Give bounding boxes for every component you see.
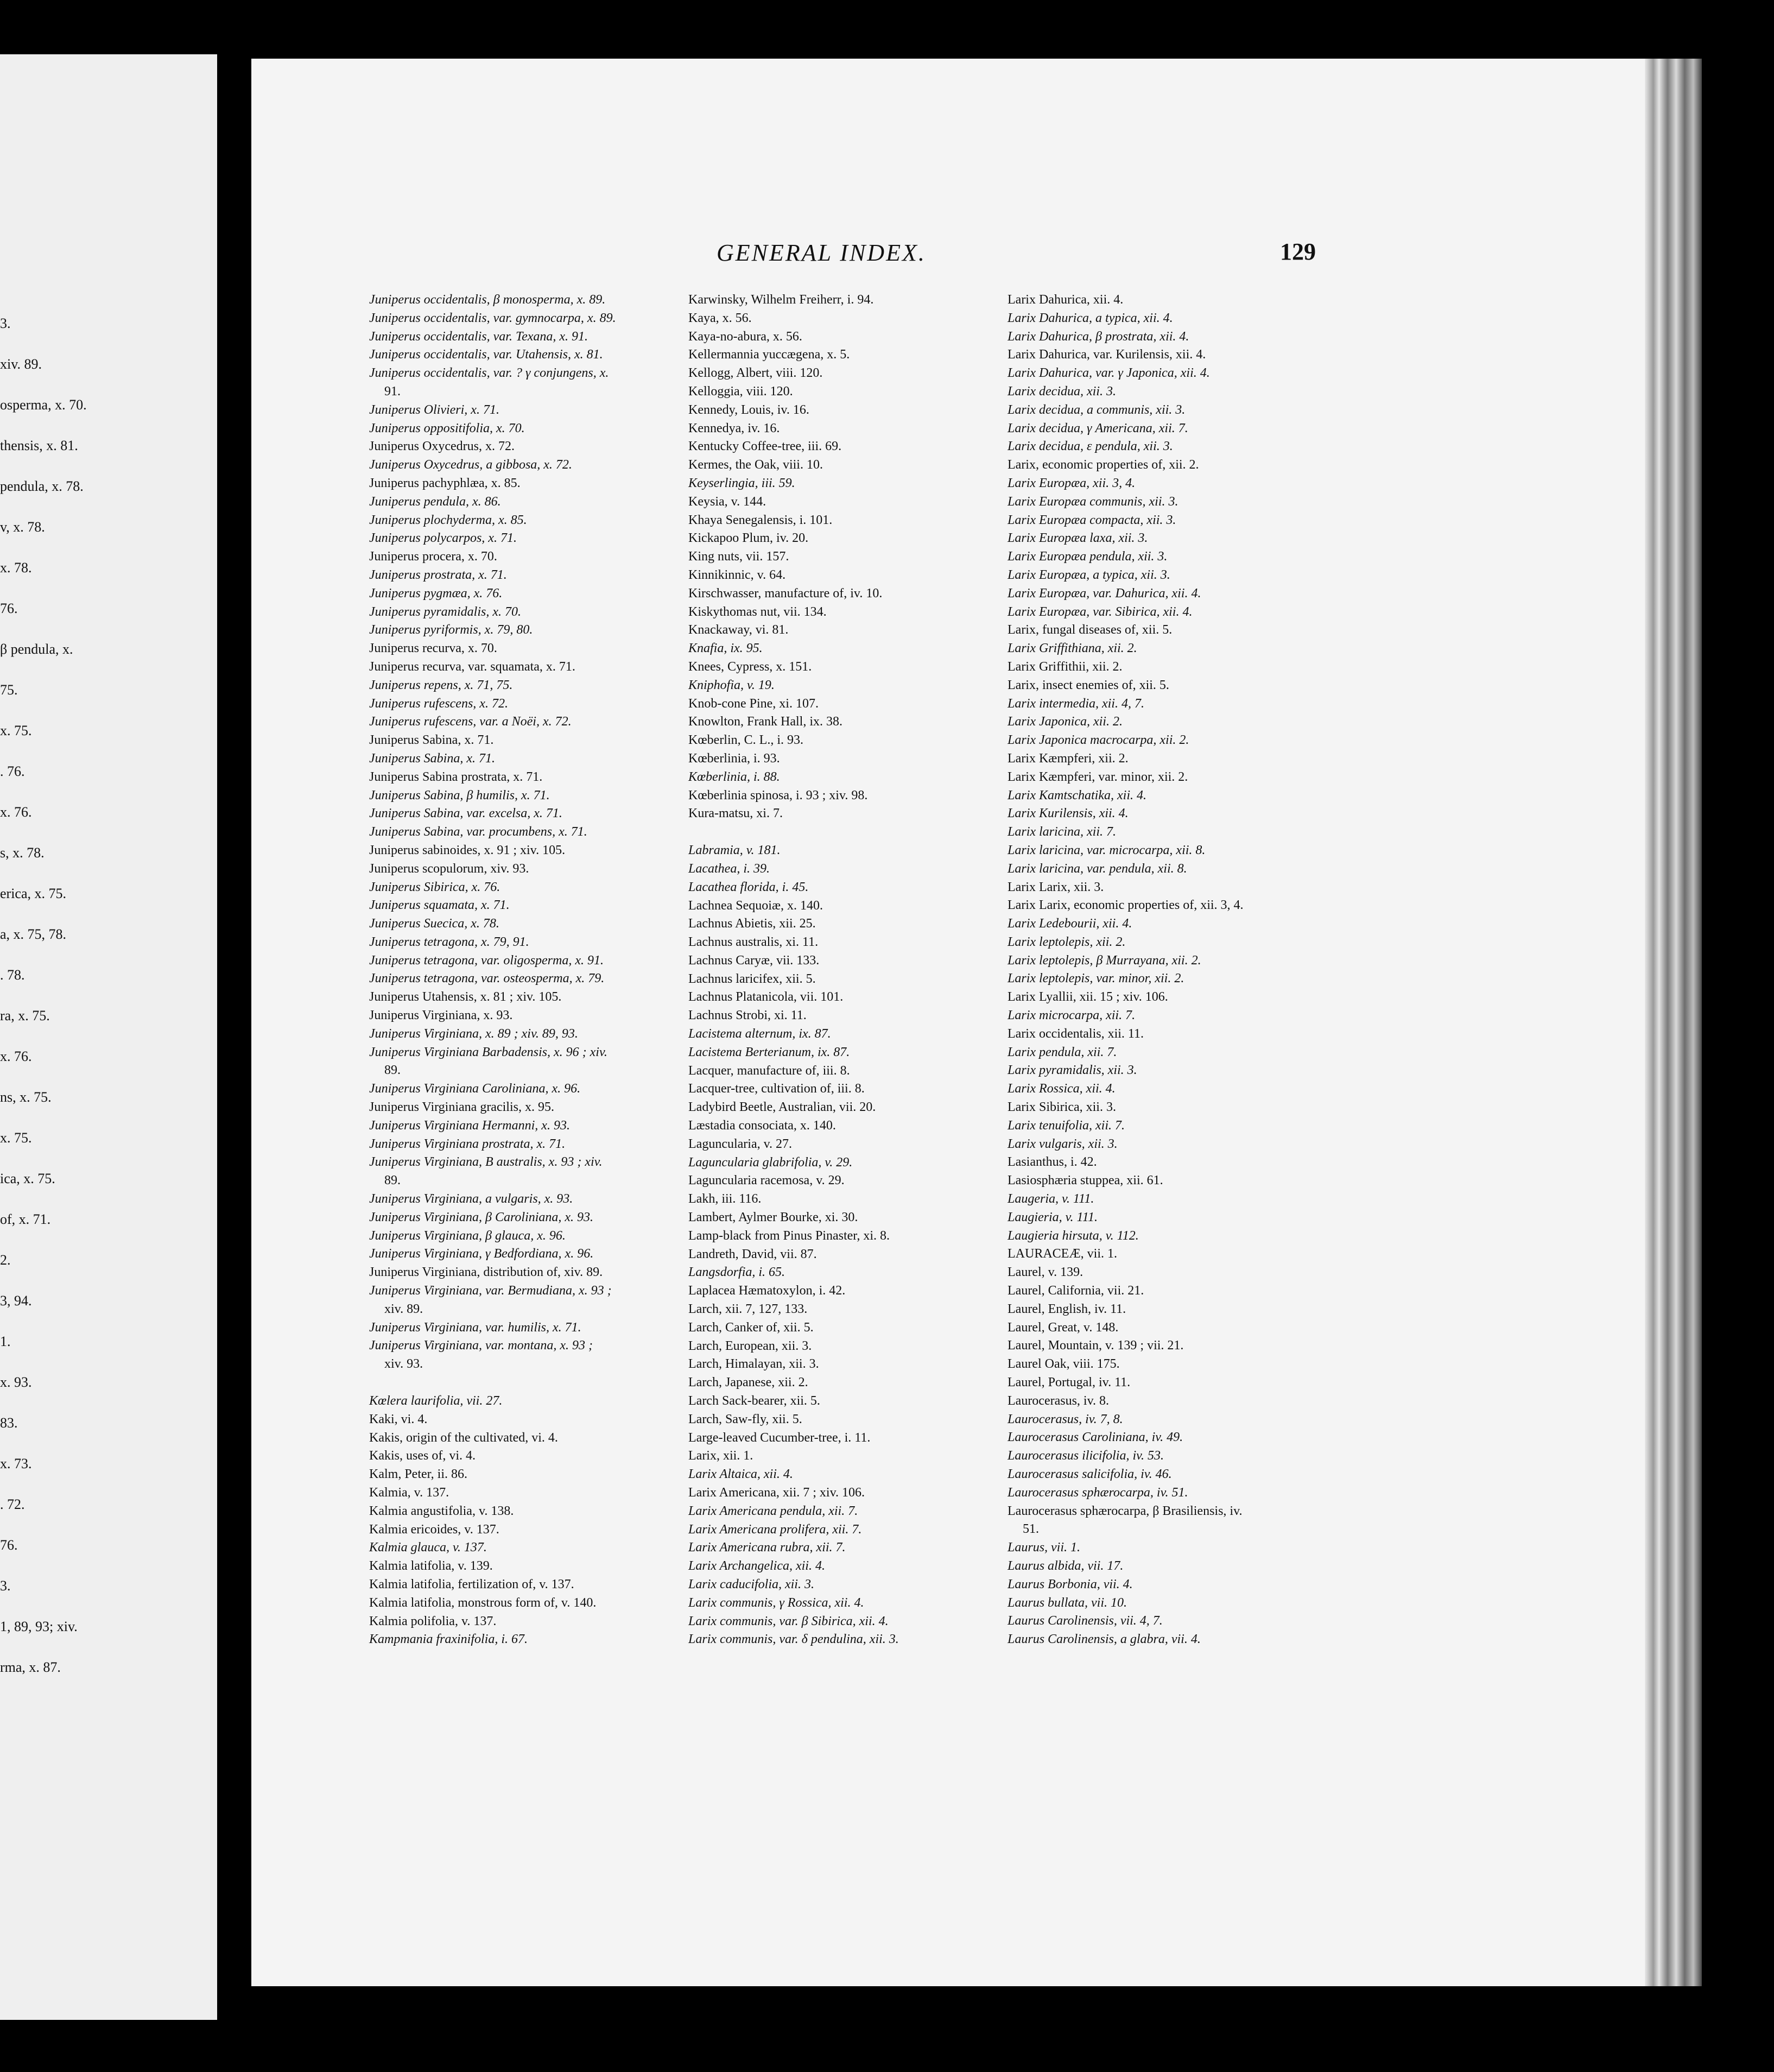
left-page-text-fragment: 1.	[0, 1334, 11, 1349]
index-entry: Larix Griffithiana, xii. 2.	[1008, 641, 1137, 656]
left-page-text-fragment: 3.	[0, 315, 11, 331]
index-entry: Larix pendula, xii. 7.	[1008, 1045, 1117, 1059]
index-entry: Kalmia, v. 137.	[369, 1486, 449, 1500]
index-entry: Larix Kamtschatika, xii. 4.	[1008, 788, 1146, 803]
index-entry: Juniperus Virginiana Barbadensis, x. 96 ; xiv.	[369, 1045, 607, 1059]
index-entry: Larix Dahurica, var. Kurilensis, xii. 4.	[1008, 348, 1206, 362]
index-entry: Juniperus Virginiana, x. 93.	[369, 1008, 513, 1023]
index-entry: Juniperus Suecica, x. 78.	[369, 917, 499, 931]
index-entry: Larix Dahurica, β prostrata, xii. 4.	[1008, 329, 1189, 344]
left-page-text-fragment: 1, 89, 93; xiv.	[0, 1619, 78, 1634]
index-entry: Lachnus laricifex, xii. 5.	[688, 971, 816, 986]
index-entry: Juniperus Virginiana Hermanni, x. 93.	[369, 1118, 570, 1133]
index-entry: Larch Sack-bearer, xii. 5.	[688, 1394, 820, 1408]
index-entry: Juniperus tetragona, var. osteosperma, x. 79.	[369, 971, 605, 986]
index-entry: Larix, fungal diseases of, xii. 5.	[1008, 623, 1173, 637]
index-entry: Larix decidua, a communis, xii. 3.	[1008, 402, 1186, 417]
index-entry: Larch, Canker of, xii. 5.	[688, 1320, 814, 1335]
book-edge	[1645, 59, 1702, 1986]
index-entry: Laugieria hirsuta, v. 112.	[1008, 1228, 1139, 1243]
left-page-text-fragment: osperma, x. 70.	[0, 397, 87, 413]
index-entry: Larix communis, γ Rossica, xii. 4.	[688, 1595, 864, 1610]
left-page-text-fragment: x. 73.	[0, 1456, 32, 1471]
index-entry: Juniperus Virginiana, a vulgaris, x. 93.	[369, 1192, 573, 1206]
left-page-text-fragment: x. 76.	[0, 804, 32, 820]
index-entry: Lachnus Strobi, xi. 11.	[688, 1008, 807, 1023]
index-entry: Larix vulgaris, xii. 3.	[1008, 1136, 1118, 1151]
index-entry: King nuts, vii. 157.	[688, 549, 789, 564]
index-entry: Large-leaved Cucumber-tree, i. 11.	[688, 1430, 871, 1445]
left-page-text-fragment: xiv. 89.	[0, 356, 42, 372]
index-entry: Kœlera laurifolia, vii. 27.	[369, 1394, 503, 1408]
index-entry: Lachnus Caryæ, vii. 133.	[688, 953, 820, 968]
index-entry: Juniperus pyriformis, x. 79, 80.	[369, 623, 533, 637]
index-entry: Knees, Cypress, x. 151.	[688, 659, 812, 674]
left-page-text-fragment: 76.	[0, 1537, 18, 1553]
index-entry: Laurocerasus ilicifolia, iv. 53.	[1008, 1449, 1164, 1463]
index-entry: Larix, economic properties of, xii. 2.	[1008, 458, 1199, 472]
index-entry: Juniperus scopulorum, xiv. 93.	[369, 861, 529, 876]
index-entry: Kakis, uses of, vi. 4.	[369, 1449, 476, 1463]
index-entry: Juniperus polycarpos, x. 71.	[369, 531, 517, 546]
index-entry: Juniperus oppositifolia, x. 70.	[369, 421, 525, 435]
index-entry: Larix decidua, γ Americana, xii. 7.	[1008, 421, 1188, 435]
index-entry: Larix communis, var. β Sibirica, xii. 4.	[688, 1614, 889, 1628]
index-entry: Larix decidua, xii. 3.	[1008, 384, 1116, 399]
index-entry: Lasiosphæria stuppea, xii. 61.	[1008, 1173, 1163, 1188]
index-entry: Larch, Saw-fly, xii. 5.	[688, 1412, 802, 1426]
index-entry: Larix Europæa, a typica, xii. 3.	[1008, 567, 1170, 582]
index-entry: Laurel, Great, v. 148.	[1008, 1320, 1119, 1335]
index-entry: Kniphofia, v. 19.	[688, 678, 775, 692]
index-entry: Juniperus Virginiana, γ Bedfordiana, x. 96.	[369, 1247, 594, 1261]
index-entry: Laugeria, v. 111.	[1008, 1192, 1094, 1206]
index-entry: Kalmia ericoides, v. 137.	[369, 1522, 499, 1537]
index-entry: Kickapoo Plum, iv. 20.	[688, 531, 809, 546]
index-entry-continuation: 89.	[384, 1173, 401, 1188]
index-entry: Juniperus plochyderma, x. 85.	[369, 513, 527, 527]
index-entry: Juniperus pygmæa, x. 76.	[369, 586, 503, 601]
index-entry: Laurocerasus Caroliniana, iv. 49.	[1008, 1430, 1183, 1445]
index-entry: Larix Americana pendula, xii. 7.	[688, 1504, 858, 1518]
index-entry: Juniperus Olivieri, x. 71.	[369, 402, 499, 417]
index-entry: Larix Europæa pendula, xii. 3.	[1008, 549, 1168, 564]
index-entry: Juniperus sabinoides, x. 91 ; xiv. 105.	[369, 843, 566, 857]
index-entry: Larix, insect enemies of, xii. 5.	[1008, 678, 1169, 692]
index-entry: Larix Americana prolifera, xii. 7.	[688, 1522, 862, 1537]
index-entry: Juniperus occidentalis, var. gymnocarpa, x. 89.	[369, 311, 616, 325]
index-entry: Kalmia glauca, v. 137.	[369, 1540, 487, 1555]
index-entry: Lachnus Platanicola, vii. 101.	[688, 990, 844, 1005]
index-entry: Juniperus tetragona, var. oligosperma, x. 91.	[369, 953, 604, 968]
index-column-1	[369, 291, 689, 1649]
left-page-text-fragment: x. 76.	[0, 1048, 32, 1064]
index-entry: Larix Larix, economic properties of, xii. 3, 4.	[1008, 898, 1244, 913]
index-entry: Larix Dahurica, var. γ Japonica, xii. 4.	[1008, 366, 1210, 381]
index-entry: Juniperus Sibirica, x. 76.	[369, 880, 500, 894]
index-entry: Juniperus Virginiana, distribution of, xiv. 89.	[369, 1265, 603, 1280]
index-column-3	[1008, 291, 1328, 1649]
index-entry: Kentucky Coffee-tree, iii. 69.	[688, 439, 842, 454]
index-entry: Larix Altaica, xii. 4.	[688, 1467, 793, 1482]
index-entry: Larix microcarpa, xii. 7.	[1008, 1008, 1136, 1023]
left-page-text-fragment: . 78.	[0, 967, 25, 983]
index-column-2	[688, 291, 1009, 1649]
index-entry: Larix leptolepis, xii. 2.	[1008, 934, 1126, 949]
left-page-text-fragment: 3.	[0, 1578, 11, 1594]
index-entry: Kœberlinia, i. 93.	[688, 751, 780, 766]
index-entry: Knowlton, Frank Hall, ix. 38.	[688, 715, 842, 729]
index-entry: Larix Kurilensis, xii. 4.	[1008, 806, 1129, 821]
index-entry: Juniperus Utahensis, x. 81 ; xiv. 105.	[369, 990, 562, 1005]
index-entry: Laurel, v. 139.	[1008, 1265, 1084, 1280]
index-entry: Larix Rossica, xii. 4.	[1008, 1082, 1116, 1096]
index-entry: Laurel Oak, viii. 175.	[1008, 1357, 1120, 1372]
left-page-text-fragment: x. 75.	[0, 1130, 32, 1146]
index-entry: Juniperus Sabina, var. excelsa, x. 71.	[369, 806, 562, 821]
index-entry: Larix Japonica macrocarpa, xii. 2.	[1008, 733, 1189, 748]
left-page-text-fragment: 76.	[0, 601, 18, 616]
index-entry: Lacquer-tree, cultivation of, iii. 8.	[688, 1082, 865, 1096]
index-entry: Larix Europæa communis, xii. 3.	[1008, 494, 1179, 509]
index-entry: Juniperus Virginiana, B australis, x. 93 ; xiv.	[369, 1155, 603, 1170]
index-entry: Larix leptolepis, var. minor, xii. 2.	[1008, 971, 1184, 986]
index-entry: Kœberlin, C. L., i. 93.	[688, 733, 803, 748]
index-entry: Knackaway, vi. 81.	[688, 623, 789, 637]
index-entry: Juniperus Virginiana prostrata, x. 71.	[369, 1136, 566, 1151]
index-entry: Juniperus pendula, x. 86.	[369, 494, 501, 509]
index-entry: Keyserlingia, iii. 59.	[688, 476, 795, 490]
index-entry: Kinnikinnic, v. 64.	[688, 567, 786, 582]
index-entry: Kalm, Peter, ii. 86.	[369, 1467, 468, 1482]
index-entry: Larix Dahurica, a typica, xii. 4.	[1008, 311, 1173, 325]
index-entry: Laurel, California, vii. 21.	[1008, 1284, 1144, 1298]
index-entry: Kaki, vi. 4.	[369, 1412, 428, 1426]
index-entry: Larix tenuifolia, xii. 7.	[1008, 1118, 1125, 1133]
left-page-text-fragment: x. 93.	[0, 1374, 32, 1390]
index-entry: Kellermannia yuccægena, x. 5.	[688, 348, 850, 362]
index-entry: Larix communis, var. δ pendulina, xii. 3.	[688, 1632, 899, 1647]
index-entry: Laugieria, v. 111.	[1008, 1210, 1098, 1224]
index-entry: Larix Sibirica, xii. 3.	[1008, 1100, 1116, 1115]
index-entry: LAURACEÆ, vii. 1.	[1008, 1247, 1118, 1261]
index-entry: Juniperus rufescens, var. a Noëi, x. 72.	[369, 715, 572, 729]
index-entry: Juniperus repens, x. 71, 75.	[369, 678, 513, 692]
index-entry-continuation: 91.	[384, 384, 401, 399]
index-entry: Larix Japonica, xii. 2.	[1008, 715, 1123, 729]
index-entry: Juniperus occidentalis, var. Utahensis, x. 81.	[369, 348, 603, 362]
index-entry: Laurus albida, vii. 17.	[1008, 1558, 1124, 1573]
index-entry-continuation: 51.	[1023, 1522, 1039, 1537]
index-entry: Landreth, David, vii. 87.	[688, 1247, 817, 1261]
index-entry: Kennedya, iv. 16.	[688, 421, 780, 435]
index-entry: Lachnus australis, xi. 11.	[688, 935, 819, 950]
index-entry: Juniperus Sabina, x. 71.	[369, 733, 494, 748]
left-page-text-fragment: 75.	[0, 682, 18, 698]
left-page-text-fragment: erica, x. 75.	[0, 886, 67, 901]
index-entry: Juniperus Virginiana, β glauca, x. 96.	[369, 1228, 566, 1243]
index-entry: Larix Kæmpferi, var. minor, xii. 2.	[1008, 769, 1188, 784]
page-number: 129	[1280, 238, 1316, 265]
index-entry: Juniperus Virginiana, x. 89 ; xiv. 89, 93.	[369, 1026, 578, 1041]
index-entry: Laurus, vii. 1.	[1008, 1540, 1081, 1555]
index-entry: Juniperus occidentalis, β monosperma, x. 89.	[369, 293, 606, 307]
index-entry: Juniperus Virginiana, var. Bermudiana, x. 93 ;	[369, 1284, 612, 1298]
index-entry: Lakh, iii. 116.	[688, 1192, 762, 1206]
left-page-text-fragment: x. 78.	[0, 560, 32, 576]
section-gap	[369, 1374, 689, 1392]
index-entry: Kaya-no-abura, x. 56.	[688, 329, 802, 344]
index-entry: Kirschwasser, manufacture of, iv. 10.	[688, 586, 883, 601]
index-entry: Laurel, Portugal, iv. 11.	[1008, 1375, 1131, 1390]
index-entry: Kalmia latifolia, v. 139.	[369, 1559, 493, 1574]
index-entry: Lambert, Aylmer Bourke, xi. 30.	[688, 1210, 858, 1225]
index-entry: Keysia, v. 144.	[688, 494, 766, 509]
index-entry: Kalmia latifolia, fertilization of, v. 137.	[369, 1577, 574, 1591]
index-entry: Laurel, Mountain, v. 139 ; vii. 21.	[1008, 1338, 1184, 1353]
index-entry: Larix caducifolia, xii. 3.	[688, 1577, 814, 1591]
index-entry: Karwinsky, Wilhelm Freiherr, i. 94.	[688, 293, 874, 307]
index-entry: Juniperus occidentalis, var. ? γ conjungens, x.	[369, 366, 609, 381]
index-entry: Laurus bullata, vii. 10.	[1008, 1595, 1127, 1610]
index-entry: Laurocerasus, iv. 8.	[1008, 1393, 1110, 1408]
index-entry: Juniperus Virginiana, var. montana, x. 93 ;	[369, 1338, 593, 1353]
index-entry: Juniperus Oxycedrus, a gibbosa, x. 72.	[369, 458, 572, 472]
index-entry: Laguncularia glabrifolia, v. 29.	[688, 1155, 853, 1170]
left-page-text-fragment: rma, x. 87.	[0, 1659, 61, 1675]
index-entry: Larix Americana rubra, xii. 7.	[688, 1540, 846, 1555]
index-entry: Larix leptolepis, β Murrayana, xii. 2.	[1008, 953, 1201, 968]
index-entry: Juniperus Sabina, x. 71.	[369, 751, 495, 766]
index-entry: Larix Americana, xii. 7 ; xiv. 106.	[688, 1486, 865, 1500]
index-entry: Larix Lyallii, xii. 15 ; xiv. 106.	[1008, 990, 1168, 1005]
index-entry: Laurus Carolinensis, a glabra, vii. 4.	[1008, 1632, 1201, 1647]
index-entry: Juniperus pachyphlæa, x. 85.	[369, 476, 521, 490]
index-entry: Larix decidua, ε pendula, xii. 3.	[1008, 439, 1173, 454]
left-page-text-fragment: x. 75.	[0, 723, 32, 738]
index-entry: Kennedy, Louis, iv. 16.	[688, 402, 809, 417]
index-entry: Juniperus Oxycedrus, x. 72.	[369, 439, 515, 454]
index-entry: Juniperus recurva, var. squamata, x. 71.	[369, 659, 575, 674]
index-entry: Lacathea florida, i. 45.	[688, 880, 809, 894]
index-entry: Larix Europæa laxa, xii. 3.	[1008, 531, 1148, 546]
index-entry: Juniperus pyramidalis, x. 70.	[369, 604, 521, 619]
index-entry: Knob-cone Pine, xi. 107.	[688, 696, 819, 711]
left-page-text-fragment: thensis, x. 81.	[0, 438, 78, 453]
index-entry: Kœberlinia, i. 88.	[688, 769, 780, 784]
section-gap	[688, 823, 1009, 842]
index-entry: Langsdorfia, i. 65.	[688, 1265, 785, 1280]
index-entry: Larix occidentalis, xii. 11.	[1008, 1026, 1144, 1041]
index-entry: Larix Larix, xii. 3.	[1008, 880, 1104, 894]
left-page-text-fragment: . 72.	[0, 1496, 25, 1512]
index-entry: Laurocerasus sphærocarpa, iv. 51.	[1008, 1485, 1188, 1500]
index-entry: Juniperus rufescens, x. 72.	[369, 696, 508, 711]
index-entry: Juniperus Sabina prostrata, x. 71.	[369, 769, 543, 784]
index-entry: Larch, xii. 7, 127, 133.	[688, 1302, 808, 1317]
index-entry: Laplacea Hæmatoxylon, i. 42.	[688, 1284, 846, 1298]
index-entry: Juniperus Virginiana Caroliniana, x. 96.	[369, 1082, 581, 1096]
index-entry: Larix Europæa, xii. 3, 4.	[1008, 476, 1136, 490]
left-page-text-fragment: 2.	[0, 1252, 11, 1268]
index-entry: Lacistema alternum, ix. 87.	[688, 1027, 831, 1041]
index-entry: Juniperus Sabina, β humilis, x. 71.	[369, 788, 550, 803]
index-entry: Lasianthus, i. 42.	[1008, 1155, 1097, 1170]
index-entry: Lachnea Sequoiæ, x. 140.	[688, 898, 823, 913]
index-entry: Larch, Himalayan, xii. 3.	[688, 1357, 819, 1372]
index-entry: Lacistema Berterianum, ix. 87.	[688, 1045, 850, 1059]
index-entry: Larix Europæa compacta, xii. 3.	[1008, 513, 1176, 527]
index-entry: Larix Griffithii, xii. 2.	[1008, 659, 1123, 674]
index-entry: Lacquer, manufacture of, iii. 8.	[688, 1063, 850, 1078]
left-page-text-fragment: v, x. 78.	[0, 519, 45, 535]
index-entry: Kœberlinia spinosa, i. 93 ; xiv. 98.	[688, 788, 868, 803]
left-page-text-fragment: ica, x. 75.	[0, 1171, 55, 1186]
index-entry: Larix laricina, xii. 7.	[1008, 825, 1116, 839]
index-entry: Kermes, the Oak, viii. 10.	[688, 458, 823, 472]
index-entry: Laurel, English, iv. 11.	[1008, 1302, 1126, 1316]
left-page-text-fragment: s, x. 78.	[0, 845, 45, 861]
index-entry: Kellogg, Albert, viii. 120.	[688, 366, 823, 381]
index-entry: Labramia, v. 181.	[688, 843, 781, 858]
running-head: GENERAL INDEX.	[717, 239, 926, 266]
index-entry: Larix intermedia, xii. 4, 7.	[1008, 696, 1144, 711]
index-entry: Juniperus Virginiana gracilis, x. 95.	[369, 1100, 554, 1115]
index-entry: Larch, Japanese, xii. 2.	[688, 1375, 808, 1390]
index-entry: Larch, European, xii. 3.	[688, 1338, 812, 1353]
index-entry: Lamp-black from Pinus Pinaster, xi. 8.	[688, 1228, 890, 1243]
index-entry: Laurus Carolinensis, vii. 4, 7.	[1008, 1614, 1163, 1628]
index-entry: Kaya, x. 56.	[688, 311, 752, 325]
index-entry: Kalmia polifolia, v. 137.	[369, 1614, 497, 1628]
index-entry: Læstadia consociata, x. 140.	[688, 1119, 836, 1133]
index-entry: Larix, xii. 1.	[688, 1449, 753, 1463]
index-entry: Ladybird Beetle, Australian, vii. 20.	[688, 1100, 876, 1115]
index-entry: Juniperus Virginiana, var. humilis, x. 71.	[369, 1320, 581, 1335]
index-entry: Kalmia latifolia, monstrous form of, v. 140.	[369, 1595, 597, 1610]
left-page-text-fragment: . 76.	[0, 763, 25, 779]
index-entry: Larix Archangelica, xii. 4.	[688, 1559, 825, 1574]
left-page-text-fragment: a, x. 75, 78.	[0, 926, 67, 942]
index-entry: Laguncularia racemosa, v. 29.	[688, 1173, 845, 1188]
index-entry: Larix Europæa, var. Dahurica, xii. 4.	[1008, 586, 1201, 601]
left-page-text-fragment: 83.	[0, 1415, 18, 1431]
previous-page-fragment	[0, 54, 217, 2020]
left-page-text-fragment: of, x. 71.	[0, 1211, 51, 1227]
index-entry: Kelloggia, viii. 120.	[688, 384, 793, 399]
index-entry: Lacathea, i. 39.	[688, 861, 770, 876]
index-entry-continuation: 89.	[384, 1063, 401, 1078]
index-entry-continuation: xiv. 93.	[384, 1357, 423, 1372]
index-entry: Juniperus procera, x. 70.	[369, 549, 497, 564]
left-page-text-fragment: 3, 94.	[0, 1293, 32, 1309]
index-entry: Laurocerasus salicifolia, iv. 46.	[1008, 1467, 1172, 1481]
index-entry: Larix Kæmpferi, xii. 2.	[1008, 751, 1129, 766]
index-entry: Juniperus Virginiana, β Caroliniana, x. 93.	[369, 1210, 594, 1224]
index-entry: Juniperus Sabina, var. procumbens, x. 71.	[369, 825, 587, 839]
index-entry: Larix pyramidalis, xii. 3.	[1008, 1063, 1137, 1078]
index-entry: Laurocerasus sphærocarpa, β Brasiliensis, iv.	[1008, 1504, 1243, 1518]
index-entry: Khaya Senegalensis, i. 101.	[688, 513, 833, 527]
index-entry: Larix laricina, var. microcarpa, xii. 8.	[1008, 843, 1206, 857]
index-entry: Larix laricina, var. pendula, xii. 8.	[1008, 861, 1187, 876]
index-entry: Kalmia angustifolia, v. 138.	[369, 1504, 514, 1518]
index-entry: Knafia, ix. 95.	[688, 641, 763, 656]
index-entry: Larix Europæa, var. Sibirica, xii. 4.	[1008, 604, 1193, 619]
index-entry: Laguncularia, v. 27.	[688, 1136, 793, 1151]
index-entry: Kura-matsu, xi. 7.	[688, 806, 783, 821]
index-entry: Laurus Borbonia, vii. 4.	[1008, 1577, 1133, 1591]
index-entry: Juniperus recurva, x. 70.	[369, 641, 497, 656]
index-entry: Juniperus prostrata, x. 71.	[369, 567, 507, 582]
left-page-text-fragment: β pendula, x.	[0, 641, 73, 657]
index-entry: Larix Dahurica, xii. 4.	[1008, 293, 1124, 307]
index-entry: Kiskythomas nut, vii. 134.	[688, 604, 827, 619]
index-entry-continuation: xiv. 89.	[384, 1302, 423, 1316]
index-entry: Larix Ledebourii, xii. 4.	[1008, 917, 1132, 931]
index-entry: Laurocerasus, iv. 7, 8.	[1008, 1412, 1123, 1426]
left-page-text-fragment: ns, x. 75.	[0, 1089, 52, 1105]
index-entry: Kakis, origin of the cultivated, vi. 4.	[369, 1430, 558, 1445]
index-entry: Juniperus tetragona, x. 79, 91.	[369, 934, 529, 949]
index-entry: Lachnus Abietis, xii. 25.	[688, 917, 816, 931]
left-page-text-fragment: ra, x. 75.	[0, 1008, 50, 1024]
index-entry: Juniperus occidentalis, var. Texana, x. 91.	[369, 329, 588, 344]
index-entry: Juniperus squamata, x. 71.	[369, 898, 510, 913]
left-page-text-fragment: pendula, x. 78.	[0, 478, 84, 494]
index-entry: Kampmania fraxinifolia, i. 67.	[369, 1632, 528, 1647]
